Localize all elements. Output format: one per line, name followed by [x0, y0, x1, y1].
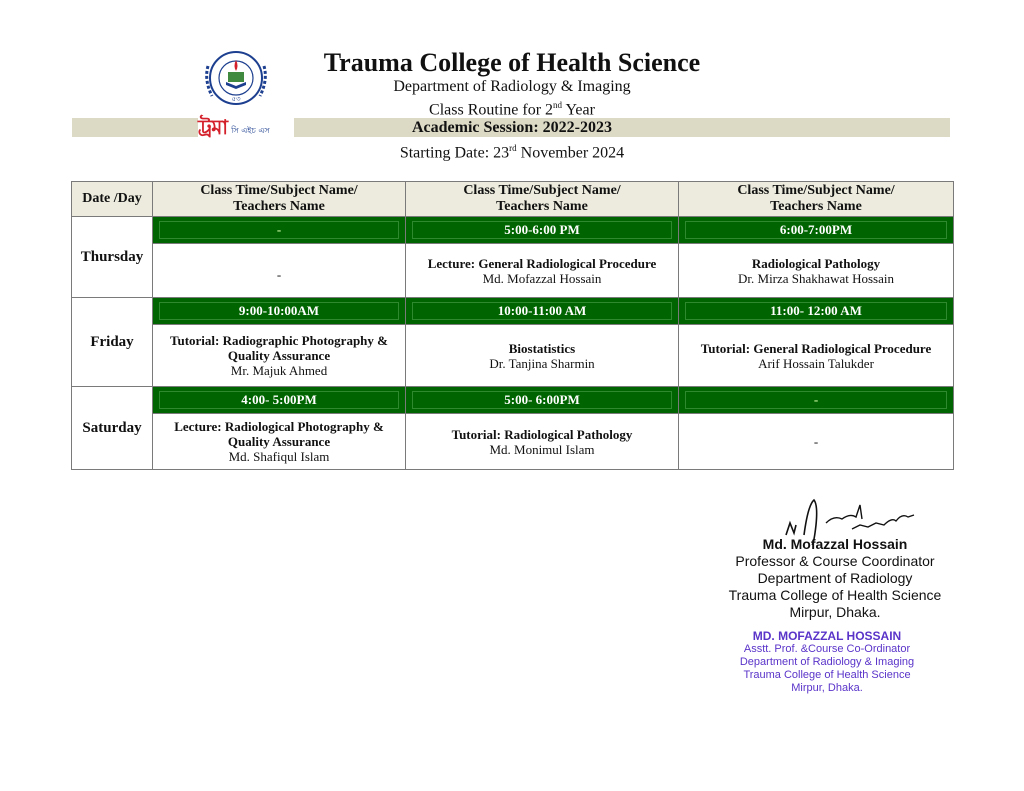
class-cell: Lecture: General Radiological Procedure Md. Mofazzal Hossain — [406, 244, 679, 298]
class-cell: Lecture: Radiological Photography & Quality Assurance Md. Shafiqul Islam — [153, 414, 406, 470]
document-header — [0, 48, 1024, 119]
signatory-department: Department of Radiology — [757, 570, 913, 586]
time-row-saturday — [72, 387, 954, 414]
signatory-title: Professor & Course Coordinator — [735, 553, 935, 569]
day-thursday: Thursday — [72, 217, 153, 298]
class-cell: Biostatistics Dr. Tanjina Sharmin — [406, 325, 679, 387]
time-slot: - — [679, 387, 954, 414]
time-slot: 11:00- 12:00 AM — [679, 298, 954, 325]
signatory-name: Md. Mofazzal Hossain — [762, 536, 908, 552]
class-row-friday — [72, 325, 954, 387]
signatory-location: Mirpur, Dhaka. — [789, 604, 881, 620]
class-cell: Tutorial: General Radiological Procedure Arif Hossain Talukder — [679, 325, 954, 387]
college-name: Trauma College of Health Science — [323, 48, 701, 77]
signatory-college: Trauma College of Health Science — [728, 587, 942, 603]
logo-text-bengali: ট্রমা — [198, 115, 228, 139]
signatory-details — [700, 536, 970, 621]
time-slot: - — [153, 217, 406, 244]
class-cell: - — [153, 244, 406, 298]
stamp-name: MD. MOFAZZAL HOSSAIN — [752, 629, 902, 643]
header-class-col-1: Class Time/Subject Name/ Teachers Name — [153, 182, 406, 217]
time-slot: 5:00- 6:00PM — [406, 387, 679, 414]
class-cell: Tutorial: Radiographic Photography & Quality Assurance Mr. Majuk Ahmed — [153, 325, 406, 387]
stamp-college: Trauma College of Health Science — [743, 669, 911, 681]
table-header-row — [72, 182, 954, 217]
class-cell: Radiological Pathology Dr. Mirza Shakhawat Hossain — [679, 244, 954, 298]
seal-number: ৫৩ — [231, 95, 241, 103]
header-class-col-3: Class Time/Subject Name/ Teachers Name — [679, 182, 954, 217]
class-routine-table — [71, 181, 954, 470]
starting-date: Starting Date: 23rd November 2024 — [399, 143, 625, 162]
class-row-saturday — [72, 414, 954, 470]
day-saturday: Saturday — [72, 387, 153, 470]
time-slot: 9:00-10:00AM — [153, 298, 406, 325]
class-row-thursday — [72, 244, 954, 298]
stamp-department: Department of Radiology & Imaging — [739, 656, 915, 668]
header-date-day: Date /Day — [72, 182, 153, 217]
class-cell: - — [679, 414, 954, 470]
stamp-location: Mirpur, Dhaka. — [791, 682, 863, 694]
time-slot: 5:00-6:00 PM — [406, 217, 679, 244]
class-cell: Tutorial: Radiological Pathology Md. Monimul Islam — [406, 414, 679, 470]
stamp-title: Asstt. Prof. &Course Co-Ordinator — [743, 643, 911, 655]
time-slot: 4:00- 5:00PM — [153, 387, 406, 414]
day-friday: Friday — [72, 298, 153, 387]
routine-title: Class Routine for 2nd Year — [429, 100, 595, 119]
time-slot: 6:00-7:00PM — [679, 217, 954, 244]
time-row-friday — [72, 298, 954, 325]
header-class-col-2: Class Time/Subject Name/ Teachers Name — [406, 182, 679, 217]
department-name: Department of Radiology & Imaging — [393, 78, 631, 95]
time-row-thursday — [72, 217, 954, 244]
logo-text-chs: সি এইচ এস — [231, 126, 270, 135]
academic-session: Academic Session: 2022-2023 — [412, 119, 612, 136]
time-slot: 10:00-11:00 AM — [406, 298, 679, 325]
